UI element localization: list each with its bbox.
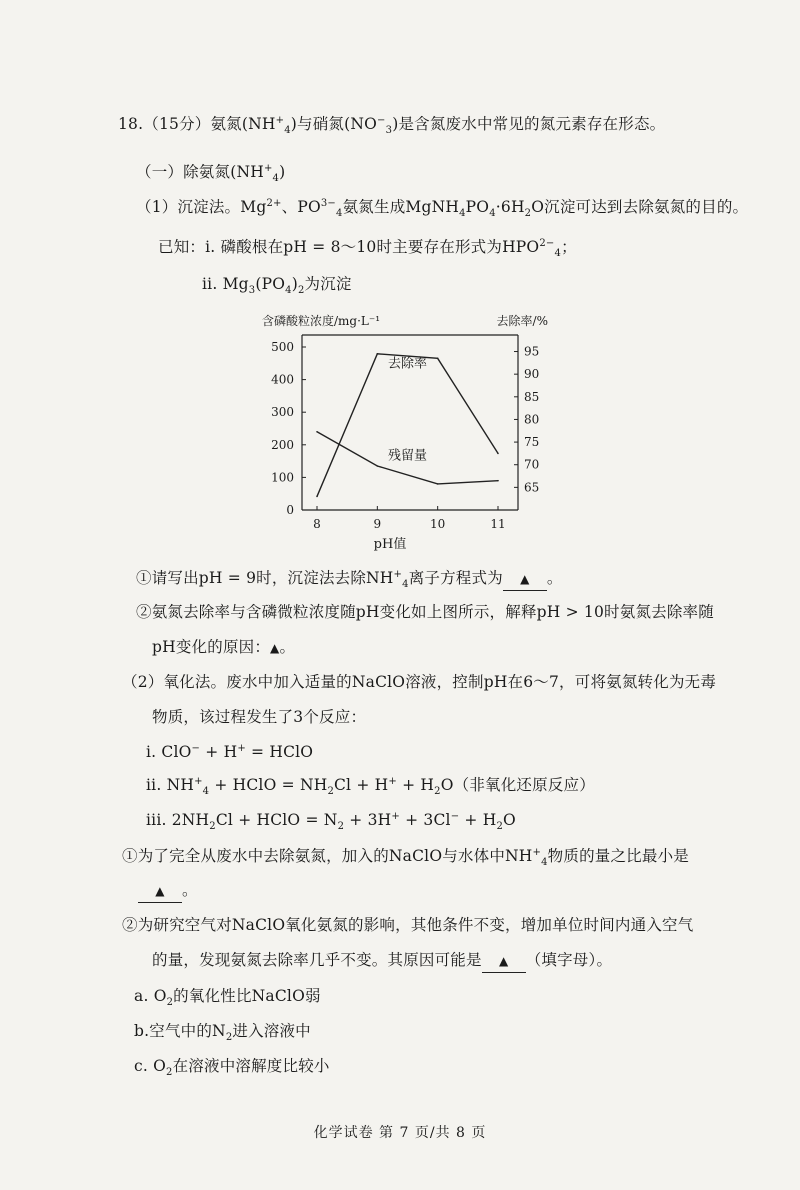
left-tick-label: 300 [271,405,294,420]
question-4-line1: ②为研究空气对NaClO氧化氨氮的影响，其他条件不变，增加单位时间内通入空气 [122,916,694,934]
ph-removal-chart [255,305,575,555]
option-c[interactable]: c. $O_2$在溶液中溶解度比较小 [134,1057,330,1079]
left-tick-label: 200 [271,437,294,452]
answer-blank[interactable]: ▲ [482,950,526,973]
series-point [377,353,379,355]
left-tick-label: 0 [286,503,294,517]
right-tick-label: 90 [524,367,540,382]
reaction-3: iii. $2NH_2Cl$ + HClO = $N_2 + 3H^+ + 3Cl^- + H_2O$ [146,810,516,833]
series-point [316,431,318,433]
x-tick-label: 10 [430,517,446,531]
question-4-line2: 的量，发现氨氮去除率几乎不变。其原因可能是 ▲ （填字母）。 [152,949,612,973]
x-tick-label: 8 [313,517,321,531]
question-2-line1: ②氨氮去除率与含磷微粒浓度随pH变化如上图所示，解释pH > 10时氨氮去除率随 [136,603,714,621]
x-tick-label: 11 [490,517,506,531]
left-tick-label: 500 [271,340,294,354]
left-tick-label: 400 [271,372,294,387]
reaction-1: i. ClO− + H+ = HClO [146,742,314,761]
x-tick-label: 9 [373,517,382,531]
left-tick-label: 100 [271,470,294,485]
series-label-residual: 残留量 [387,448,428,464]
known-condition-1: 已知：i. 磷酸根在pH = 8～10时主要存在形式为$HPO^{2-}_4$； [158,237,577,260]
question-2-line2: pH变化的原因：▲。 [152,638,296,656]
question-number: 18.（15分）氨氮 [118,115,242,133]
question-3-line1: ①为了完全从废水中去除氨氮，加入的NaClO与水体中$NH^+_4$物质的量之比最小是 [122,846,689,869]
option-a[interactable]: a. $O_2$的氧化性比NaClO弱 [134,987,321,1009]
x-axis-title: pH值 [373,537,407,552]
question-3-line2: ▲ 。 [138,879,198,903]
question-1: ①请写出pH = 9时，沉淀法去除$NH^+_4$离子方程式为 ▲ 。 [136,568,563,591]
question-header: 18.（15分）氨氮$(NH^+_4)$与硝氮$(NO^-_3)$是含氮废水中常见的氮元素存在形态。 [118,114,666,137]
answer-blank[interactable]: ▲ [270,641,280,655]
part1-intro: （1）沉淀法。$Mg^{2+}$、$PO^{3-}_4$氨氮生成$MgNH_4PO_4\cdot 6H_2O$沉淀可达到去除氨氮的目的。 [136,197,749,220]
right-tick-label: 75 [524,435,540,450]
right-axis-title: 去除率/% [496,314,548,328]
known-condition-2: ii. $Mg_3(PO_4)_2$为沉淀 [202,275,352,297]
right-tick-label: 70 [524,457,540,472]
answer-blank[interactable]: ▲ [138,880,182,903]
right-tick-label: 95 [524,344,540,359]
reaction-2: ii. $NH^+_4$ + HClO = $NH_2Cl + H^+ + H_2O$（非氧化还原反应） [146,775,595,798]
series-point [437,483,439,485]
series-point [497,453,499,455]
right-tick-label: 85 [524,389,540,404]
series-point [437,358,439,360]
series-label-removal: 去除率 [387,356,428,372]
series-point [377,465,379,467]
option-b[interactable]: b.空气中的$N_2$进入溶液中 [134,1022,311,1044]
series-point [316,496,318,498]
answer-blank[interactable]: ▲ [503,568,547,591]
right-tick-label: 80 [524,412,540,427]
series-point [497,480,499,482]
right-tick-label: 65 [524,480,540,495]
left-axis-title: 含磷酸粒浓度/mg·L⁻¹ [262,314,381,328]
page-footer: 化学试卷 第 7 页/共 8 页 [313,1125,487,1141]
part2-intro-line2: 物质，该过程发生了3个反应： [152,708,367,726]
part2-intro-line1: （2）氧化法。废水中加入适量的NaClO溶液，控制pH在6～7，可将氨氮转化为无毒 [122,673,717,691]
section-heading: （一）除氨氮$(NH^+_4)$ [136,162,286,185]
